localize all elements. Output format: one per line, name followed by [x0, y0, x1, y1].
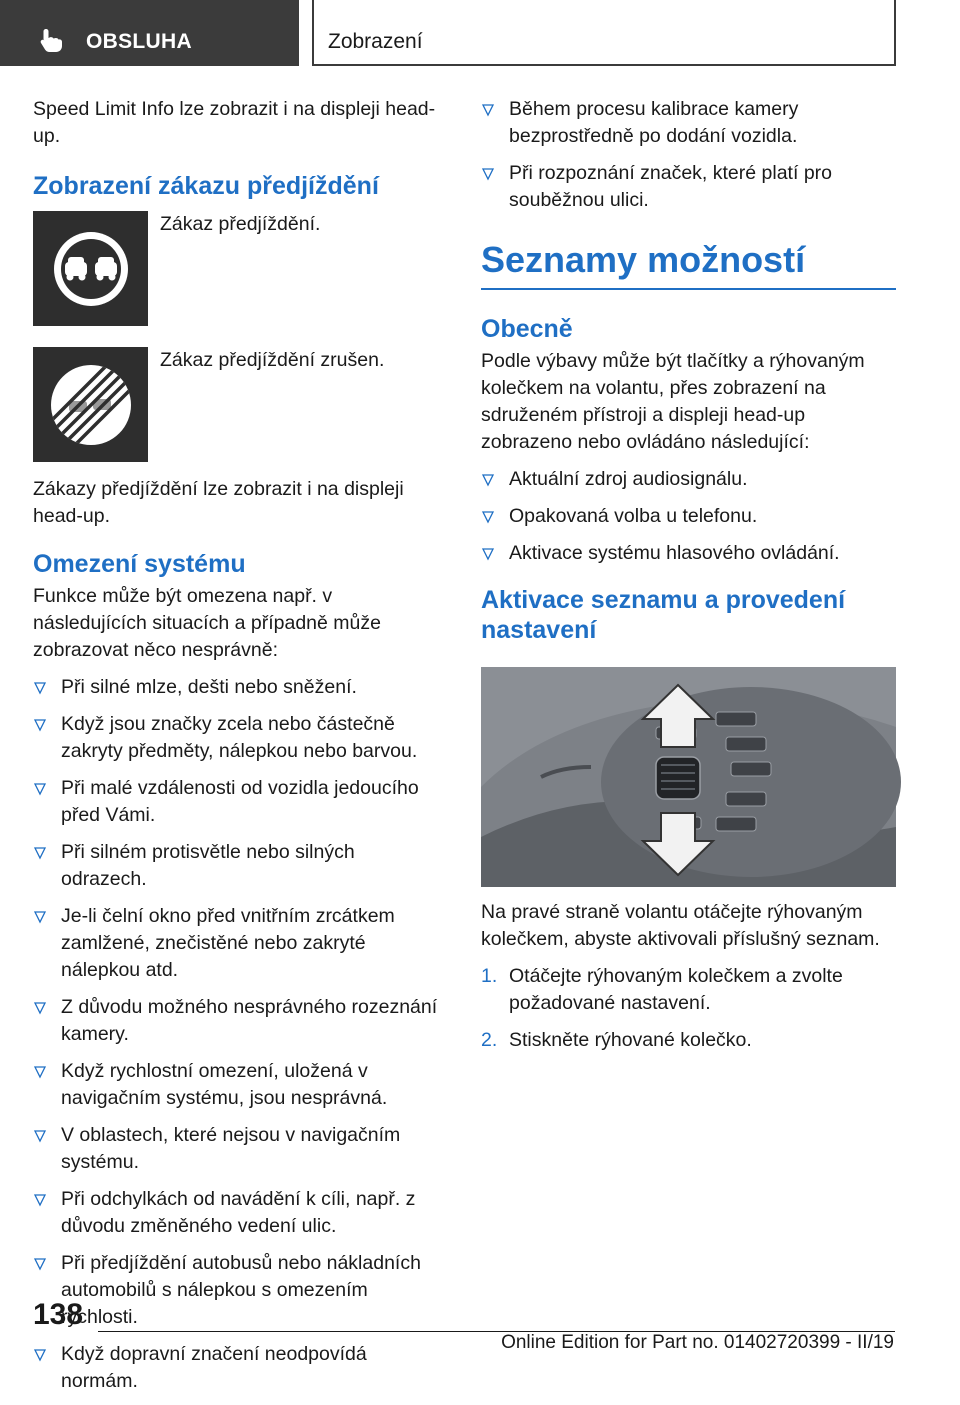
list-item: Při silné mlze, dešti nebo sněžení. — [33, 674, 441, 701]
sign-no-overtaking-caption: Zákaz předjíždění. — [160, 213, 321, 235]
heading-general: Obecně — [481, 315, 573, 343]
no-overtaking-sign-image — [33, 211, 148, 326]
heading-option-lists: Seznamy možností — [481, 239, 806, 280]
triangle-bullet-icon — [482, 511, 494, 523]
triangle-bullet-icon — [34, 911, 46, 923]
list-item: Aktivace systému hlasového ovládání. — [481, 540, 896, 567]
list-item: Když jsou značky zcela nebo částečně zakryty předměty, nálepkou nebo barvou. — [33, 711, 441, 765]
step-number: 2. — [481, 1029, 498, 1051]
right-column — [481, 96, 896, 1064]
page-number: 138 — [33, 1298, 84, 1331]
end-no-overtaking-sign-image — [33, 347, 148, 462]
steering-wheel-image — [481, 667, 896, 887]
triangle-bullet-icon — [34, 1349, 46, 1361]
list-item: Při rozpoznání značek, které platí pro souběžnou ulici. — [481, 160, 896, 214]
section-tab[interactable] — [0, 0, 299, 66]
intro-paragraph: Speed Limit Info lze zobrazit i na displeji head-up. — [33, 98, 436, 147]
end-no-overtaking-sign-icon — [47, 361, 135, 449]
triangle-bullet-icon — [34, 1130, 46, 1142]
sign-no-overtaking-row — [33, 211, 441, 326]
triangle-bullet-icon — [34, 1066, 46, 1078]
sign-end-no-overtaking-row — [33, 347, 441, 462]
limits-list — [33, 674, 441, 1395]
list-item: Při předjíždění autobusů nebo nákladních automobilů s nálepkou s omezením rychlosti. — [33, 1250, 441, 1331]
sign-end-no-overtaking-caption: Zákaz předjíždění zrušen. — [160, 349, 385, 371]
edition-footer: Online Edition for Part no. 01402720399 - II/19 — [501, 1332, 894, 1353]
triangle-bullet-icon — [34, 1194, 46, 1206]
list-item: Během procesu kalibrace kamery bezprostředně po dodání vozidla. — [481, 96, 896, 150]
heading-overtaking: Zobrazení zákazu předjíždění — [33, 172, 379, 200]
triangle-bullet-icon — [482, 548, 494, 560]
triangle-bullet-icon — [34, 1002, 46, 1014]
left-column — [33, 96, 441, 1405]
steering-wheel-controls-illustration — [481, 667, 896, 887]
triangle-bullet-icon — [34, 682, 46, 694]
list-item: Je-li čelní okno před vnitřním zrcátkem zamlžené, znečistěné nebo zakryté nálepkou atd. — [33, 903, 441, 984]
triangle-bullet-icon — [482, 168, 494, 180]
limits-intro-paragraph: Funkce může být omezena např. v následujících situacích a případně může zobrazovat něco nesprávně: — [33, 585, 381, 661]
list-item: Když rychlostní omezení, uložená v navigačním systému, jsou nesprávná. — [33, 1058, 441, 1112]
triangle-bullet-icon — [34, 719, 46, 731]
list-item: Při malé vzdálenosti od vozidla jedoucího před Vámi. — [33, 775, 441, 829]
heading-activate-list: Aktivace seznamu a provedení nastavení — [481, 586, 846, 644]
heading-rule — [481, 288, 896, 290]
chapter-header — [312, 0, 896, 66]
triangle-bullet-icon — [34, 1258, 46, 1270]
general-list — [481, 466, 896, 567]
list-item: V oblastech, které nejsou v navigačním systému. — [33, 1122, 441, 1176]
heading-system-limits: Omezení systému — [33, 550, 246, 578]
list-item: 1. Otáčejte rýhovaným kolečkem a zvolte požadované nastavení. — [481, 965, 843, 1014]
triangle-bullet-icon — [482, 474, 494, 486]
list-item: 2. Stiskněte rýhované kolečko. — [481, 1027, 896, 1054]
list-item: Když dopravní značení neodpovídá normám. — [33, 1341, 441, 1395]
overtaking-hud-paragraph: Zákazy předjíždění lze zobrazit i na displeji head-up. — [33, 478, 404, 527]
steps-list — [481, 963, 896, 1054]
list-item: Při silném protisvětle nebo silných odrazech. — [33, 839, 441, 893]
list-item: Při odchylkách od navádění k cíli, např. z důvodu změněného vedení ulic. — [33, 1186, 441, 1240]
general-paragraph: Podle výbavy může být tlačítky a rýhovaným kolečkem na volantu, přes zobrazení na sdruženém přístroji a displeji head-up zobrazeno nebo ovládáno následující: — [481, 350, 865, 453]
triangle-bullet-icon — [34, 783, 46, 795]
triangle-bullet-icon — [482, 104, 494, 116]
section-tab-label: OBSLUHA — [86, 30, 192, 53]
list-item: Opakovaná volba u telefonu. — [481, 503, 896, 530]
no-overtaking-sign-icon — [51, 229, 131, 309]
chapter-title: Zobrazení — [328, 30, 423, 53]
hand-pointer-icon — [38, 27, 64, 53]
list-item: Aktuální zdroj audiosignálu. — [481, 466, 896, 493]
limits-list-continued — [481, 96, 896, 214]
step-number: 1. — [481, 965, 498, 987]
list-item: Z důvodu možného nesprávného rozeznání kamery. — [33, 994, 441, 1048]
wheel-caption: Na pravé straně volantu otáčejte rýhovaným kolečkem, abyste aktivovali příslušný seznam. — [481, 901, 880, 950]
triangle-bullet-icon — [34, 847, 46, 859]
